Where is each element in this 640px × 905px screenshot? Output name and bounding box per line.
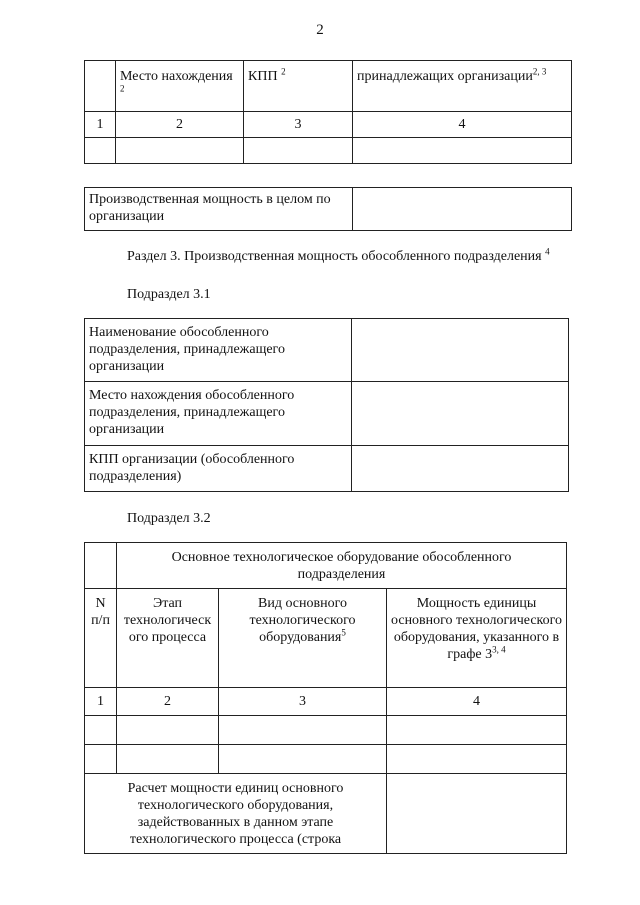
- subsection-3-2-table: [84, 542, 567, 854]
- section3-title: Раздел 3. Производственная мощность обособленного подразделения $^4$: [127, 246, 550, 264]
- top-table: [84, 60, 572, 164]
- subsection-3-1-table: [84, 318, 569, 492]
- col-number-2: 2: [117, 688, 219, 716]
- subdivision-name-label: Наименование обособленного подразделения, принадлежащего организации: [85, 319, 352, 382]
- col-number-4: 4: [387, 688, 567, 716]
- header-kpp: КПП $^2$: [244, 61, 353, 112]
- col-number-1: 1: [85, 112, 116, 138]
- kpp-label: КПП организации (обособленного подразделения): [85, 446, 352, 492]
- capacity-table: [84, 187, 572, 231]
- col-number-3: 3: [244, 112, 353, 138]
- empty-cell: [85, 745, 117, 774]
- subdivision-location-label: Место нахождения обособленного подразделения, принадлежащего организации: [85, 382, 352, 446]
- empty-cell: [387, 716, 567, 745]
- top-table-empty-header: [85, 61, 116, 112]
- header-belonging: принадлежащих организации$^{2, 3}$: [353, 61, 572, 112]
- empty-cell: [117, 745, 219, 774]
- header-unit-power: Мощность единицы основного технологического оборудования, указанного в графе 3$^{3, 4}$: [387, 589, 567, 688]
- subdivision-name-value: [352, 319, 569, 382]
- col-number-3: 3: [219, 688, 387, 716]
- page-number: 2: [316, 22, 324, 38]
- empty-cell: [219, 745, 387, 774]
- header-stage: Этап технологическ ого процесса: [117, 589, 219, 688]
- empty-cell: [85, 138, 116, 164]
- empty-cell: [244, 138, 353, 164]
- capacity-value: [353, 188, 572, 231]
- calc-value: [387, 774, 567, 854]
- empty-cell: [85, 716, 117, 745]
- group-header: Основное технологическое оборудование обособленного подразделения: [117, 543, 567, 589]
- header-location: Место нахождения $^2$: [116, 61, 244, 112]
- col-number-2: 2: [116, 112, 244, 138]
- empty-cell: [387, 745, 567, 774]
- header-num: N п/п: [85, 589, 117, 688]
- subsection-3-1-title: Подраздел 3.1: [127, 287, 211, 302]
- header-equipment-type: Вид основного технологического оборудования$^5$: [219, 589, 387, 688]
- empty-cell: [116, 138, 244, 164]
- capacity-label: Производственная мощность в целом по организации: [85, 188, 353, 231]
- kpp-value: [352, 446, 569, 492]
- col-number-1: 1: [85, 688, 117, 716]
- subdivision-location-value: [352, 382, 569, 446]
- empty-cell: [85, 543, 117, 589]
- calc-text: Расчет мощности единиц основного технологического оборудования, задействованных в данном этапе технологического процесса (строка: [85, 774, 387, 854]
- empty-cell: [353, 138, 572, 164]
- col-number-4: 4: [353, 112, 572, 138]
- empty-cell: [219, 716, 387, 745]
- subsection-3-2-title: Подраздел 3.2: [127, 511, 211, 526]
- empty-cell: [117, 716, 219, 745]
